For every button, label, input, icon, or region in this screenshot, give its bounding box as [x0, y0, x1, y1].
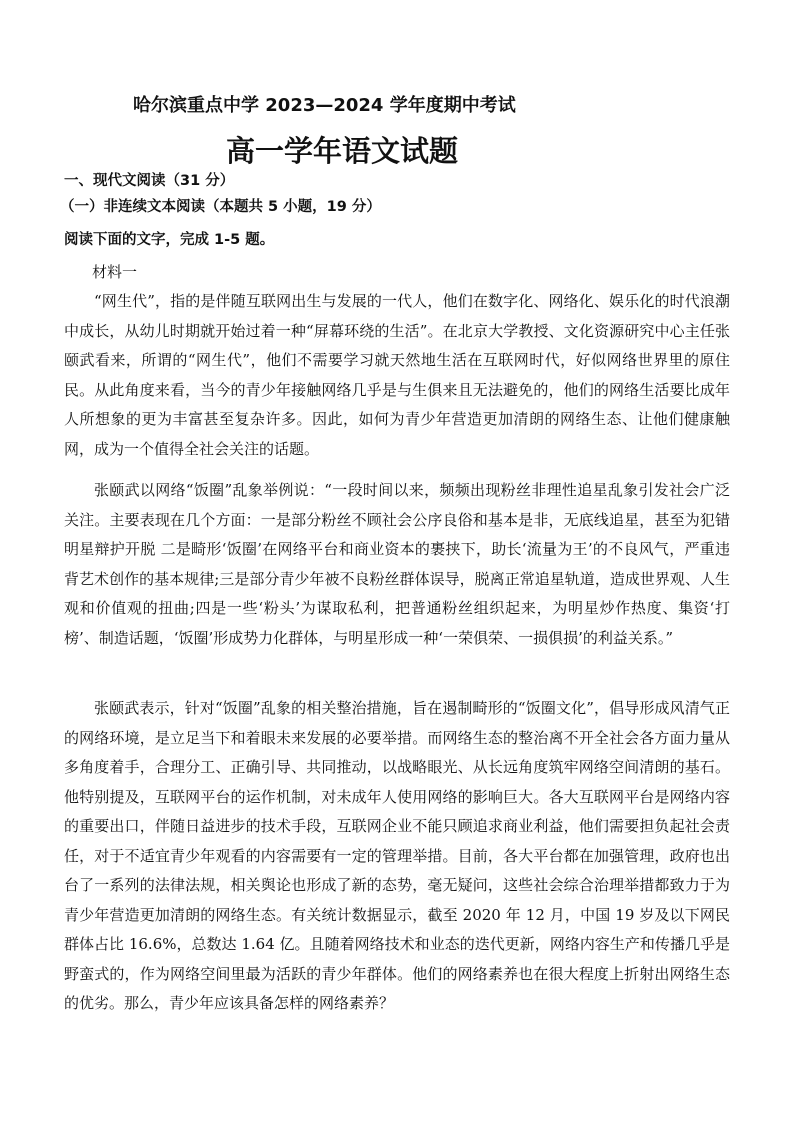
material-paragraph-3: 张颐武表示，针对“饭圈”乱象的相关整治措施，旨在遏制畸形的“饭圈文化”，倡导形成风清气正的网络环境，是立足当下和着眼未来发展的必要举措。而网络生态的整治离不开全社会各方面力量从多角度着手，合理分工、正确引导、共同推动，以战略眼光、从长远角度筑牢网络空间清朗的基石。他特别提及，互联网平台的运作机制，对未成年人使用网络的影响巨大。各大互联网平台是网络内容的重要出口，伴随日益进步的技术手段，互联网企业不能只顾追求商业利益，他们需要担负起社会责任，对于不适宜青少年观看的内容需要有一定的管理举措。目前，各大平台都在加强管理，政府也出台了一系列的法律法规，相关舆论也形成了新的态势，毫无疑问，这些社会综合治理举措都致力于为青少年营造更加清朗的网络生态。有关统计数据显示，截至 2020 年 12 月，中国 19 岁及以下网民群体占比 16.6%，总数达 1.64 亿。且随着网络技术和业态的迭代更新，网络内容生产和传播几乎是野蛮式的，作为网络空间里最为活跃的青少年群体。他们的网络素养也在很大程度上折射出网络生态的优劣。那么，青少年应该具备怎样的网络素养？: [64, 699, 730, 1012]
exam-title: 哈尔滨重点中学 2023—2024 学年度期中考试: [133, 95, 516, 116]
subject-title: 高一学年语文试题: [226, 134, 459, 168]
material-paragraph-2: 张颐武以网络“饭圈”乱象举例说：“一段时间以来，频频出现粉丝非理性追星乱象引发社会广泛关注。主要表现在几个方面：一是部分粉丝不顾社会公序良俗和基本是非，无底线追星，甚至为犯错明星辩护开脱 二是畸形‘饭圈’在网络平台和商业资本的裹挟下，助长‘流量为王’的不良风气，严重违背艺术创作的基本规律;三是部分青少年被不良粉丝群体误导，脱离正常追星轨道，造成世界观、人生观和价值观的扭曲;四是一些‘粉头’为谋取私利，把普通粉丝组织起来，为明星炒作热度、集资‘打榜’、制造话题，‘饭圈’形成势力化群体，与明星形成一种‘一荣俱荣、一损俱损’的利益关系。”: [64, 481, 730, 647]
subsection-heading: （一）非连续文本阅读（本题共 5 小题，19 分）: [60, 199, 381, 215]
material-label: 材料一: [92, 263, 138, 281]
section-heading: 一、现代文阅读（31 分）: [64, 173, 235, 189]
material-paragraph-1: “网生代”，指的是伴随互联网出生与发展的一代人，他们在数字化、网络化、娱乐化的时代浪潮中成长，从幼儿时期就开始过着一种“屏幕环绕的生活”。在北京大学教授、文化资源研究中心主任张颐武看来，所谓的“网生代”，他们不需要学习就天然地生活在互联网时代，好似网络世界里的原住民。从此角度来看，当今的青少年接触网络几乎是与生俱来且无法避免的，他们的网络生活要比成年人所想象的更为丰富甚至复杂许多。因此，如何为青少年营造更加清朗的网络生态、让他们健康触网，成为一个值得全社会关注的话题。: [64, 292, 730, 458]
instruction-text: 阅读下面的文字，完成 1-5 题。: [64, 232, 275, 248]
